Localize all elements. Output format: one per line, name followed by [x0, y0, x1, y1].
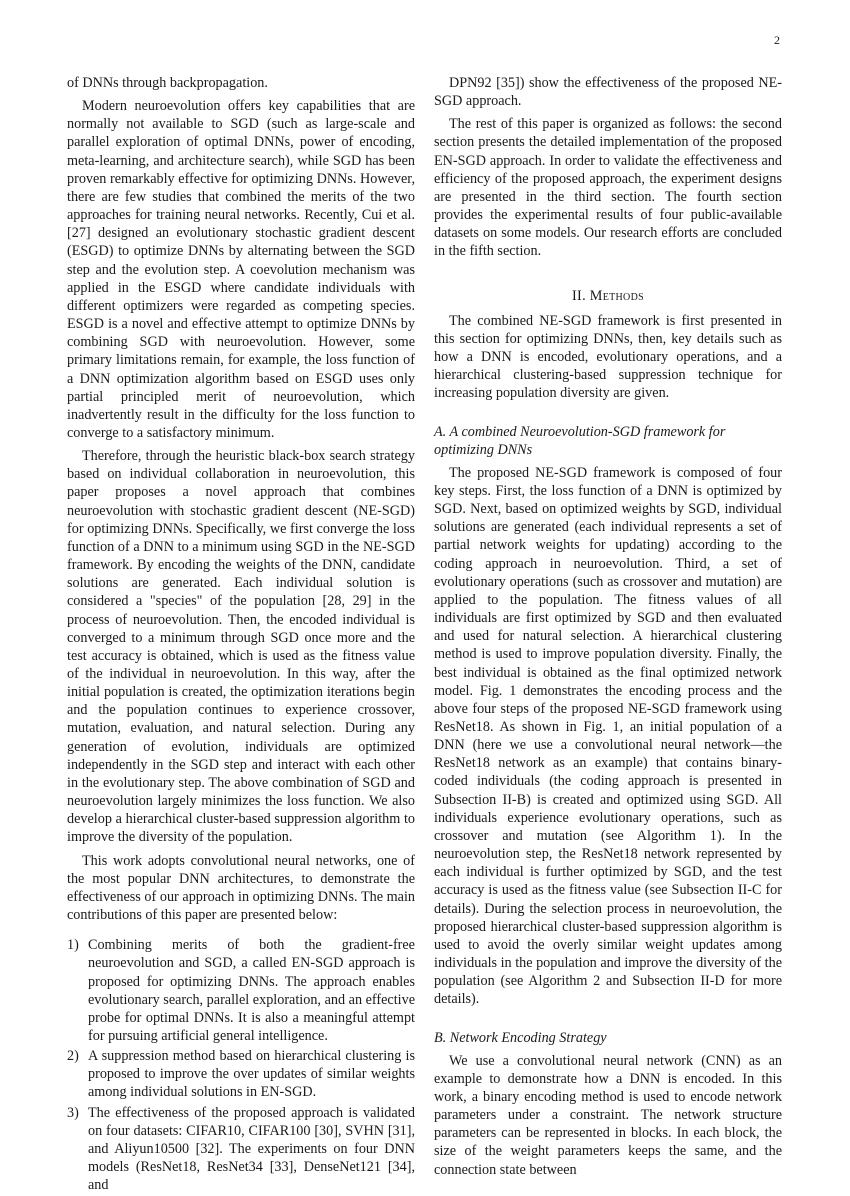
paragraph: Modern neuroevolution offers key capabilities that are normally not available to SGD (such as large-scale and parallel exploration of optimal DNNs, power of encoding, meta-learning, and architecture search), while SGD has been proven remarkably effective for optimizing DNNs. However, there are few studies that combined the merits of the two approaches for training neural networks. Recently, Cui et al. [27] designed an evolutionary stochastic gradient descent (ESGD) to optimize DNNs by alternating between the SGD step and the evolution step. A coevolution mechanism was applied in the ESGD where candidate individuals with different optimizers were regarded as competing species. ESGD is a novel and effective attempt to optimize DNNs by combining SGD with neuroevolution. However, some primary limitations remain, for example, the loss function of a DNN optimization algorithm based on ESGD uses only partial principled merit of neuroevolution, which inadvertently result in the difficulty for the loss function to converge to a satisfactory minimum. — [67, 98, 415, 441]
list-number: 3) — [67, 1104, 79, 1121]
right-column — [434, 74, 782, 1179]
continuation-text: of DNNs through backpropagation. — [67, 75, 268, 91]
subsection-heading: A. A combined Neuroevolution-SGD framework for optimizing DNNs — [434, 423, 726, 458]
page-number: 2 — [774, 33, 780, 47]
subsection-heading: B. Network Encoding Strategy — [434, 1029, 607, 1046]
paragraph: The combined NE-SGD framework is first presented in this section for optimizing DNNs, then, key details such as how a DNN is encoded, evolutionary operations, and a hierarchical clustering-based suppression technique for increasing population diversity are given. — [434, 312, 782, 402]
list-number: 1) — [67, 937, 79, 954]
list-item — [67, 1104, 415, 1195]
paragraph: We use a convolutional neural network (CNN) as an example to demonstrate how a DNN is encoded. In this work, a binary encoding method is used to encode network parameters under a constraint. The network structure parameters can be represented in blocks. In each block, the size of the weight parameters keeps the same, and the connection state between — [434, 1052, 782, 1178]
left-column — [67, 74, 415, 1196]
section-title: Methods — [589, 287, 644, 304]
paragraph: Therefore, through the heuristic black-box search strategy based on individual collaboration in neuroevolution, this paper proposes a novel approach that combines neuroevolution with stochastic gradient descent (NE-SGD) for optimizing DNNs. Specifically, we first converge the loss function of a DNN to a minimum using SGD in the NE-SGD framework. By encoding the weights of the DNN, candidate solutions are generated. Each individual solution is considered a "species" of the population [28, 29] in the process of neuroevolution. Then, the encoded individual is converged to a minimum through SGD once more and the test accuracy is obtained, which is used as the fitness value of the individual in neuroevolution. In this way, after the initial population is created, the optimization iterations begin and the population continues to experience crossover, mutation, evaluation, and natural selection. During any generation of evolution, individuals are optimized independently in the SGD step and interact with each other in the evolutionary step. The above combination of SGD and neuroevolution largely minimizes the loss function. We also develop a hierarchical cluster-based suppression algorithm to improve the diversity of the population. — [67, 448, 415, 846]
paragraph: The rest of this paper is organized as follows: the second section presents the detailed implementation of the proposed EN-SGD approach. In order to validate the effectiveness and efficiency of the proposed approach, the experiment designs are presented in the third section. The fourth section provides the experimental results of four public-available datasets on some models. Our research efforts are concluded in the fifth section. — [434, 116, 782, 260]
list-item — [67, 1047, 415, 1101]
section-heading — [434, 287, 782, 305]
continuation-text: DPN92 [35]) show the effectiveness of the proposed NE-SGD approach. — [434, 75, 782, 110]
paragraph: The proposed NE-SGD framework is composed of four key steps. First, the loss function of a DNN is optimized by SGD. Next, based on optimized weights by SGD, individual solutions are generated (each individual represents a set of partial network weights for updating) according to the coding approach in neuroevolution. Third, a set of evolutionary operations (such as crossover and mutation) are applied to the population. The fitness values of all individuals are first optimized by SGD and then evaluated and used for natural selection. A hierarchical clustering method is used to improve population diversity. Finally, the best individual is obtained as the final optimized network model. Fig. 1 demonstrates the encoding process and the above four steps of the proposed NE-SGD framework using ResNet18. As shown in Fig. 1, an initial population of a DNN (here we use a convolutional neural network—the ResNet18 network as an example) that contains binary-coded individuals (the coding approach is presented in Subsection II-B) is created and optimized using SGD. All individuals experience evolutionary operations, such as crossover and mutation (see Algorithm 1). In the neuroevolution step, the ResNet18 network represented by each individual is further optimized by SGD, and the test accuracy is used as the fitness value (see Subsection II-C for details). During the selection process in neuroevolution, the proposed hierarchical cluster-based suppression algorithm is used to avoid the overly similar weight updates among individuals in the population and improve the diversity of the population (see Algorithm 2 and Subsection II-D for more details). — [434, 464, 782, 1008]
list-text: Combining merits of both the gradient-free neuroevolution and SGD, a called EN-SGD approach is proposed for optimizing DNNs. The approach enables evolutionary search, parallel exploration, and an effective probe for optimal DNNs. It is also a meaningful attempt for pursuing artificial general intelligence. — [88, 937, 415, 1044]
paragraph: This work adopts convolutional neural networks, one of the most popular DNN architectures, to demonstrate the effectiveness of our approach in optimizing DNNs. The main contributions of this paper are presented below: — [67, 852, 415, 924]
section-number: II. — [572, 287, 586, 304]
list-item — [67, 936, 415, 1045]
list-number: 2) — [67, 1048, 79, 1065]
contributions-list — [67, 936, 415, 1194]
list-text: A suppression method based on hierarchical clustering is proposed to improve the over updates of similar weights among individual solutions in EN-SGD. — [88, 1048, 415, 1101]
list-text: The effectiveness of the proposed approach is validated on four datasets: CIFAR10, CIFAR100 [30], SVHN [31], and Aliyun10500 [32]. The experiments on four DNN models (ResNet18, ResNet34 [33], DenseNet121 [34], and — [88, 1104, 415, 1194]
